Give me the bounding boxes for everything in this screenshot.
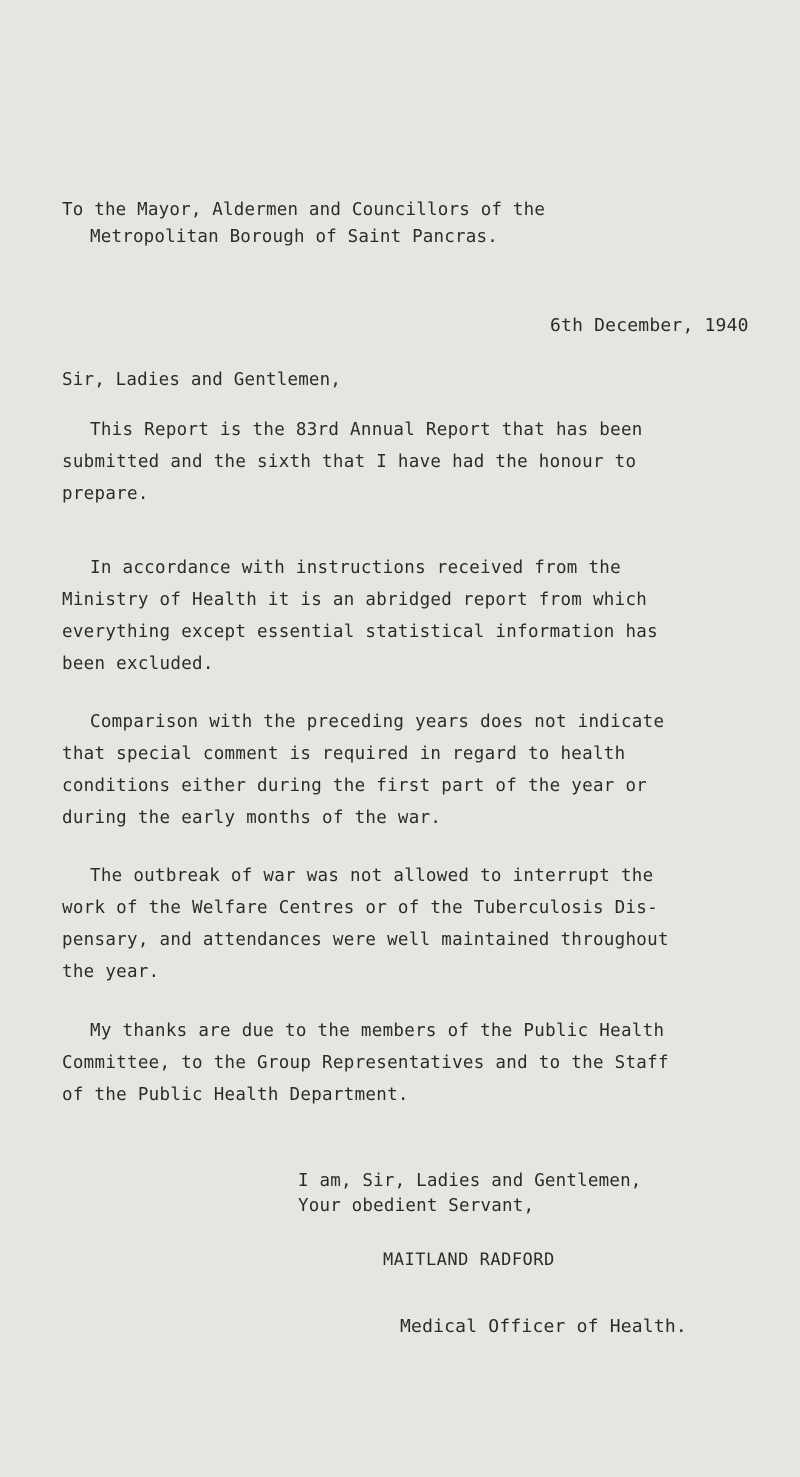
- paragraph-line: pensary, and attendances were well maintained throughout: [62, 930, 669, 950]
- paragraph-line: In accordance with instructions received from the: [90, 558, 621, 578]
- signature-name: MAITLAND RADFORD: [383, 1250, 555, 1270]
- paragraph-line: Comparison with the preceding years does not indicate: [90, 712, 665, 732]
- paragraph-line: Committee, to the Group Representatives and to the Staff: [62, 1053, 669, 1073]
- paragraph-line: submitted and the sixth that I have had the honour to: [62, 452, 637, 472]
- paragraph-line: work of the Welfare Centres or of the Tuberculosis Dis-: [62, 898, 658, 918]
- paragraph-line: Ministry of Health it is an abridged report from which: [62, 590, 648, 610]
- paragraph-line: the year.: [62, 962, 160, 982]
- paragraph-1: [62, 414, 782, 510]
- paragraph-line: been excluded.: [62, 654, 214, 674]
- paragraph-line: The outbreak of war was not allowed to interrupt the: [90, 866, 654, 886]
- paragraph-line: conditions either during the first part of the year or: [62, 776, 648, 796]
- paragraph-4: [62, 860, 782, 988]
- signer-title: Medical Officer of Health.: [400, 1316, 687, 1337]
- paragraph-5: [62, 1015, 782, 1111]
- closing-line-2: Your obedient Servant,: [298, 1196, 535, 1216]
- closing-line-1: I am, Sir, Ladies and Gentlemen,: [298, 1171, 642, 1191]
- paragraph-line: of the Public Health Department.: [62, 1085, 409, 1105]
- address-line-1: To the Mayor, Aldermen and Councillors of the: [62, 200, 546, 220]
- paragraph-line: This Report is the 83rd Annual Report that has been: [90, 420, 643, 440]
- paragraph-2: [62, 552, 782, 680]
- paragraph-line: prepare.: [62, 484, 149, 504]
- letter-date: 6th December, 1940: [550, 315, 749, 336]
- paragraph-line: during the early months of the war.: [62, 808, 442, 828]
- paragraph-line: that special comment is required in regard to health: [62, 744, 626, 764]
- paragraph-line: My thanks are due to the members of the Public Health: [90, 1021, 665, 1041]
- address-line-2: Metropolitan Borough of Saint Pancras.: [90, 227, 498, 247]
- paragraph-3: [62, 706, 782, 834]
- salutation: Sir, Ladies and Gentlemen,: [62, 370, 342, 390]
- paragraph-line: everything except essential statistical information has: [62, 622, 658, 642]
